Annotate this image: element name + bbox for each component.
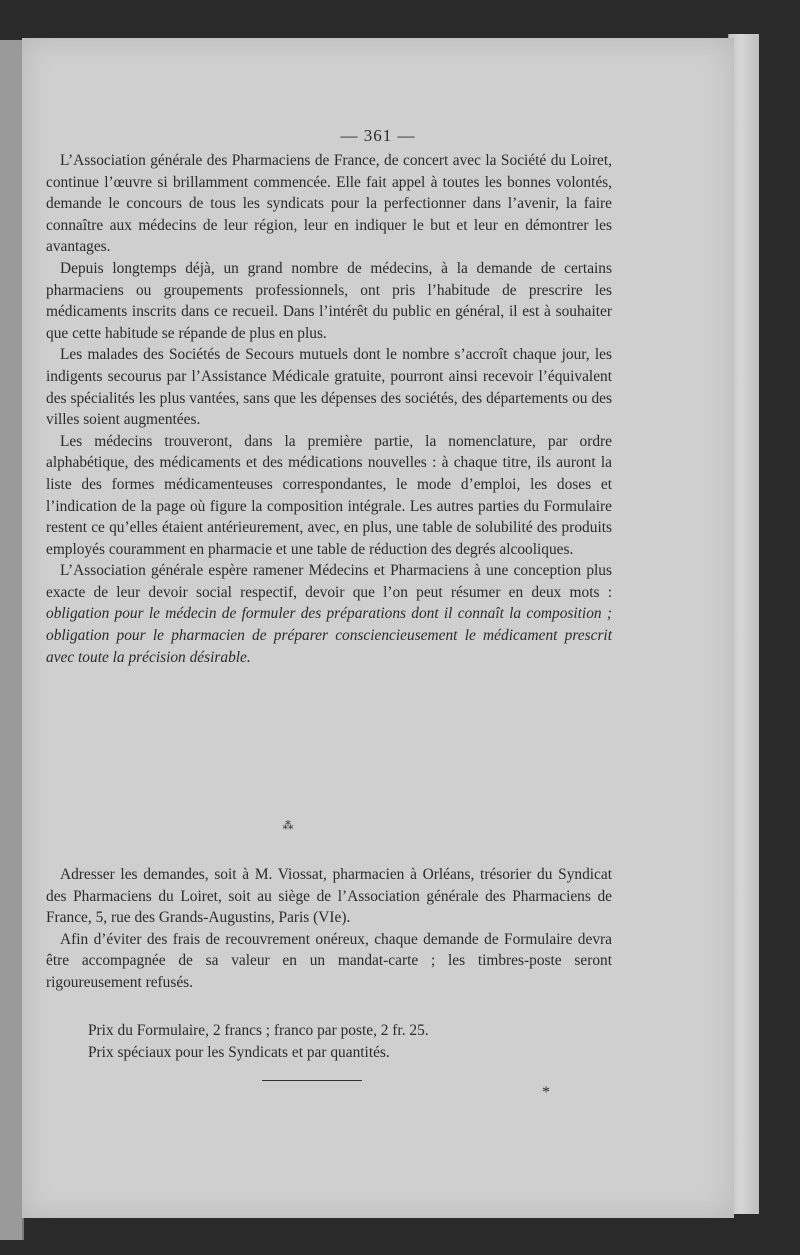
address-paragraph: Adresser les demandes, soit à M. Viossat, pharmacien à Orléans, trésorier du Syndicat des Pharmaciens du Loiret, soit au siège de l’Association générale des Pharmaciens de France, 5, rue des Grands-Augustins, Paris (VIe).: [46, 866, 612, 927]
paragraph-2: Depuis longtemps déjà, un grand nombre de médecins, à la demande de certains pharmaciens ou groupements professionnels, ont pris l’habitude de prescrire les médicaments inscrits dans ce recueil. Dans l’intérêt du public en général, il est à souhaiter que cette habitude se répande de plus en plus.: [46, 259, 612, 342]
paragraph-1: L’Association générale des Pharmaciens de France, de concert avec la Société du Loiret, continue l’œuvre si brillamment commencée. Elle fait appel à toutes les bonnes volontés, demande le concours de tous les syndicats pour la perfectionner dans l’avenir, la faire connaître aux médecins de leur région, leur en indiquer le but et leur en démontrer les avantages.: [46, 152, 612, 256]
paragraph-4: Les médecins trouveront, dans la première partie, la nomenclature, par ordre alphabétique, des médicaments et des médications nouvelles : à chaque titre, ils auront la liste des formes médicamenteuses correspondantes, le mode d’emploi, les doses et l’indication de la page où figure la composition intégrale. Les autres parties du Formulaire restent ce qu’elles étaient antérieurement, avec, en plus, une table de solubilité des produits employés couramment en pharmacie et une table de réduction des degrés alcooliques.: [46, 432, 612, 558]
page-number: — 361 —: [340, 126, 416, 145]
paragraph-5-plain: L’Association générale espère ramener Médecins et Pharmaciens à une conception plus exacte de leur devoir social respectif, devoir que l’on peut résumer en deux mots :: [46, 562, 612, 601]
book-page: [22, 38, 734, 1218]
closing-rule: [262, 1080, 362, 1081]
main-text: [46, 150, 612, 668]
paragraph-5: [46, 560, 612, 668]
paragraph-3: Les malades des Sociétés de Secours mutuels dont le nombre s’accroît chaque jour, les indigents secourus par l’Assistance Médicale gratuite, pourront ainsi recevoir l’équivalent des spécialités les plus vantées, sans que les dépenses des sociétés, des départements ou des villes soient augmentées.: [46, 346, 612, 429]
end-asterisk: *: [542, 1084, 550, 1101]
paragraph-5-italic: obligation pour le médecin de formuler des préparations dont il connaît la composition ; obligation pour le pharmacien de préparer consciencieusement le médicament prescrit avec toute la précision désirable.: [46, 605, 612, 666]
ordering-instructions: [46, 864, 612, 994]
price-line-1: Prix du Formulaire, 2 francs ; franco par poste, 2 fr. 25.: [88, 1022, 429, 1039]
payment-paragraph: Afin d’éviter des frais de recouvrement onéreux, chaque demande de Formulaire devra être accompagnée de sa valeur en un mandat-carte ; les timbres-poste seront rigoureusement refusés.: [46, 930, 612, 991]
price-line-2: Prix spéciaux pour les Syndicats et par quantités.: [88, 1043, 390, 1061]
asterism: ⁂: [282, 820, 294, 832]
left-page-edge: [0, 40, 24, 1240]
price-info: [88, 1020, 588, 1063]
asterism-separator: [22, 822, 554, 831]
